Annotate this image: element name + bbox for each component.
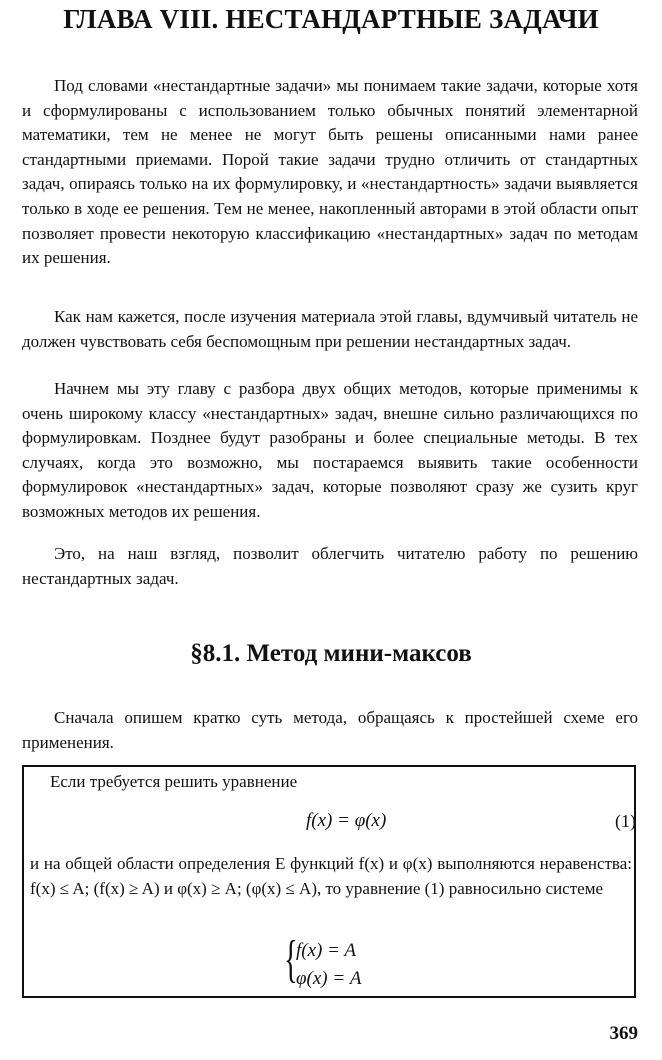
equation-number: (1) (615, 811, 636, 831)
paragraph-reader: Как нам кажется, после изучения материала этой главы, вдумчивый читатель не должен чувствовать себя беспомощным при решении нестандартных задач. (22, 307, 638, 351)
box-condition: и на общей области определения E функций f(x) и φ(x) выполняются неравенства: f(x) ≤ A; (f(x) ≥ A) и φ(x) ≥ A; (φ(x) ≤ A), то уравнение (1) равносильно системе (30, 854, 632, 898)
section-intro: Сначала опишем кратко суть метода, обращаясь к простейшей схеме его применения. (22, 708, 638, 752)
system-brace: { (284, 931, 298, 988)
paragraph-intro: Под словами «нестандартные задачи» мы понимаем такие задачи, которые хотя и сформулированы с использованием только обычных понятий элементарной математики, тем не менее не могут быть решены описанными нами ранее стандартными приемами. Порой такие задачи трудно отличить от стандартных задач, опираясь только на их формулировку, и «нестандартность» задачи выявляется только в ходе ее решения. Тем не менее, накопленный авторами в этой области опыт позволяет провести некоторую классификацию «нестандартных» задач по методам их решения. (22, 76, 638, 268)
system-line-1: f(x) = A (296, 940, 356, 961)
section-title: §8.1. Метод мини-максов (190, 640, 472, 667)
chapter-title: ГЛАВА VIII. НЕСТАНДАРТНЫЕ ЗАДАЧИ (63, 4, 599, 34)
page-number: 369 (609, 1023, 638, 1044)
box-intro: Если требуется решить уравнение (50, 772, 298, 791)
paragraph-conclusion: Это, на наш взгляд, позволит облегчить читателю работу по решению нестандартных задач. (22, 544, 638, 588)
paragraph-methods: Начнем мы эту главу с разбора двух общих методов, которые применимы к очень широкому классу «нестандартных» задач, внешне сильно различающихся по формулировкам. Позднее будут разобраны и более специальные методы. В тех случаях, когда это возможно, мы постараемся выявить такие особенности формулировок «нестандартных» задач, которые позволяют сразу же сузить круг возможных методов их решения. (22, 379, 638, 521)
system-line-2: φ(x) = A (296, 968, 362, 989)
equation-main: f(x) = φ(x) (306, 810, 387, 831)
